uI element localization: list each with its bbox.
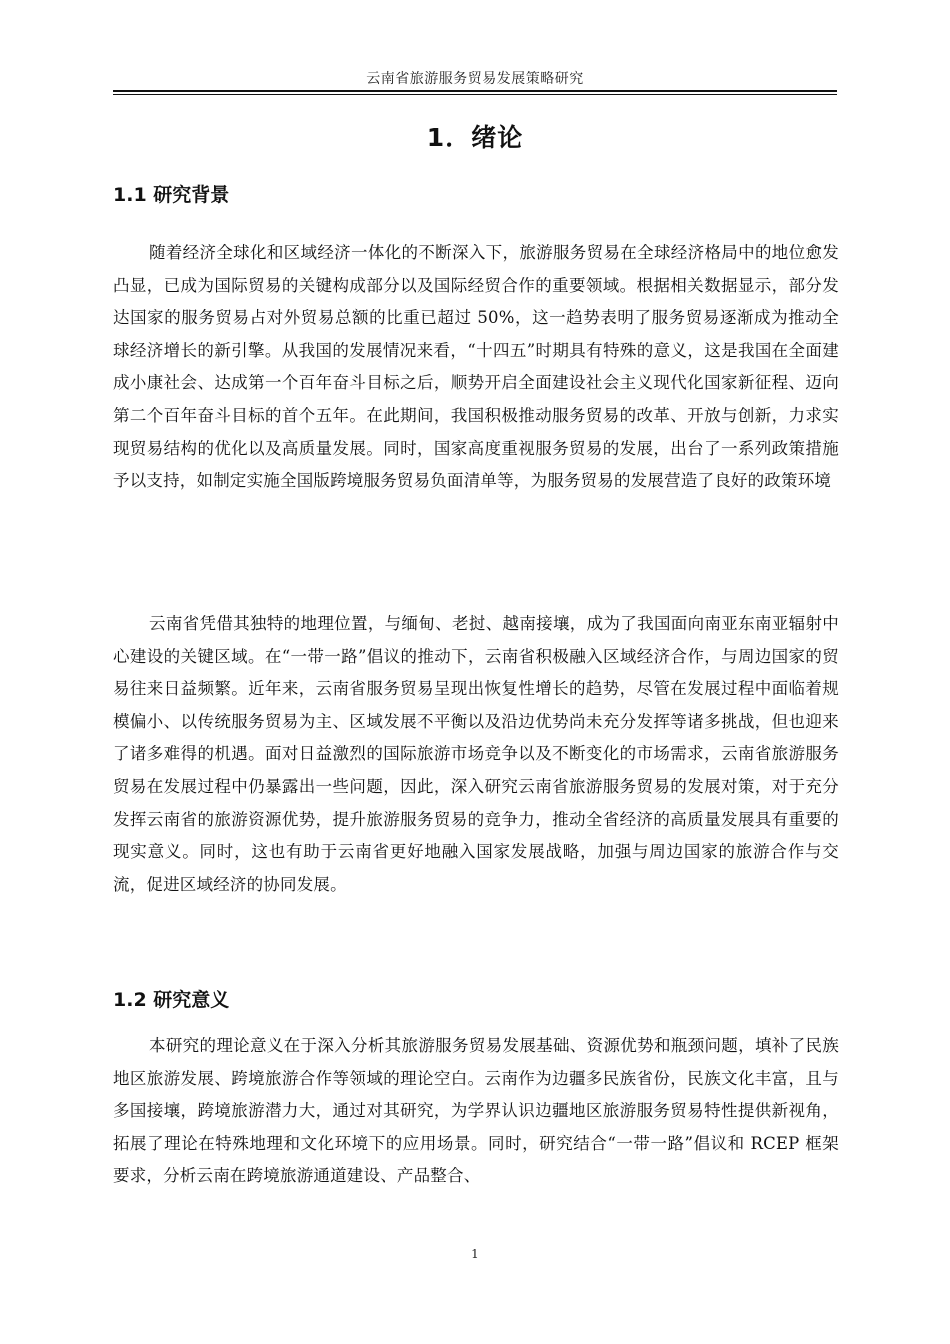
chapter-title: 1．绪论 — [426, 123, 524, 152]
paragraph-significance-1: 本研究的理论意义在于深入分析其旅游服务贸易发展基础、资源优势和瓶颈问题，填补了民族地区旅游发展、跨境旅游合作等领域的理论空白。云南作为边疆多民族省份，民族文化丰富，且与多国接壤，跨境旅游潜力大，通过对其研究，为学界认识边疆地区旅游服务贸易特性提供新视角，拓展了理论在特殊地理和文化环境下的应用场景。同时，研究结合“一带一路”倡议和 RCEP 框架要求，分析云南在跨境旅游通道建设、产品整合、 — [113, 1036, 839, 1186]
header-rule-thin — [113, 94, 837, 95]
paragraph-background-1: 随着经济全球化和区域经济一体化的不断深入下，旅游服务贸易在全球经济格局中的地位愈发凸显，已成为国际贸易的关键构成部分以及国际经贸合作的重要领域。根据相关数据显示，部分发达国家的服务贸易占对外贸易总额的比重已超过 50%，这一趋势表明了服务贸易逐渐成为推动全球经济增长的新引擎。从我国的发展情况来看，“十四五”时期具有特殊的意义，这是我国在全面建成小康社会、达成第一个百年奋斗目标之后，顺势开启全面建设社会主义现代化国家新征程、迈向第二个百年奋斗目标的首个五年。在此期间，我国积极推动服务贸易的改革、开放与创新，力求实现贸易结构的优化以及高质量发展。同时，国家高度重视服务贸易的发展，出台了一系列政策措施予以支持，如制定实施全国版跨境服务贸易负面清单等，为服务贸易的发展营造了良好的政策环境 — [113, 243, 839, 491]
paragraph-background-2: 云南省凭借其独特的地理位置，与缅甸、老挝、越南接壤，成为了我国面向南亚东南亚辐射中心建设的关键区域。在“一带一路”倡议的推动下，云南省积极融入区域经济合作，与周边国家的贸易往来日益频繁。近年来，云南省服务贸易呈现出恢复性增长的趋势，尽管在发展过程中面临着规模偏小、以传统服务贸易为主、区域发展不平衡以及沿边优势尚未充分发挥等诸多挑战，但也迎来了诸多难得的机遇。面对日益激烈的国际旅游市场竞争以及不断变化的市场需求，云南省旅游服务贸易在发展过程中仍暴露出一些问题，因此，深入研究云南省旅游服务贸易的发展对策，对于充分发挥云南省的旅游资源优势，提升旅游服务贸易的竞争力，推动全省经济的高质量发展具有重要的现实意义。同时，这也有助于云南省更好地融入国家发展战略，加强与周边国家的旅游合作与交流，促进区域经济的协同发展。 — [113, 614, 839, 894]
section-title-significance: 1.2 研究意义 — [113, 989, 230, 1011]
section-title-background: 1.1 研究背景 — [113, 184, 230, 206]
page-number: 1 — [471, 1247, 479, 1261]
header-rule-thick — [113, 90, 837, 92]
running-header: 云南省旅游服务贸易发展策略研究 — [366, 71, 584, 87]
